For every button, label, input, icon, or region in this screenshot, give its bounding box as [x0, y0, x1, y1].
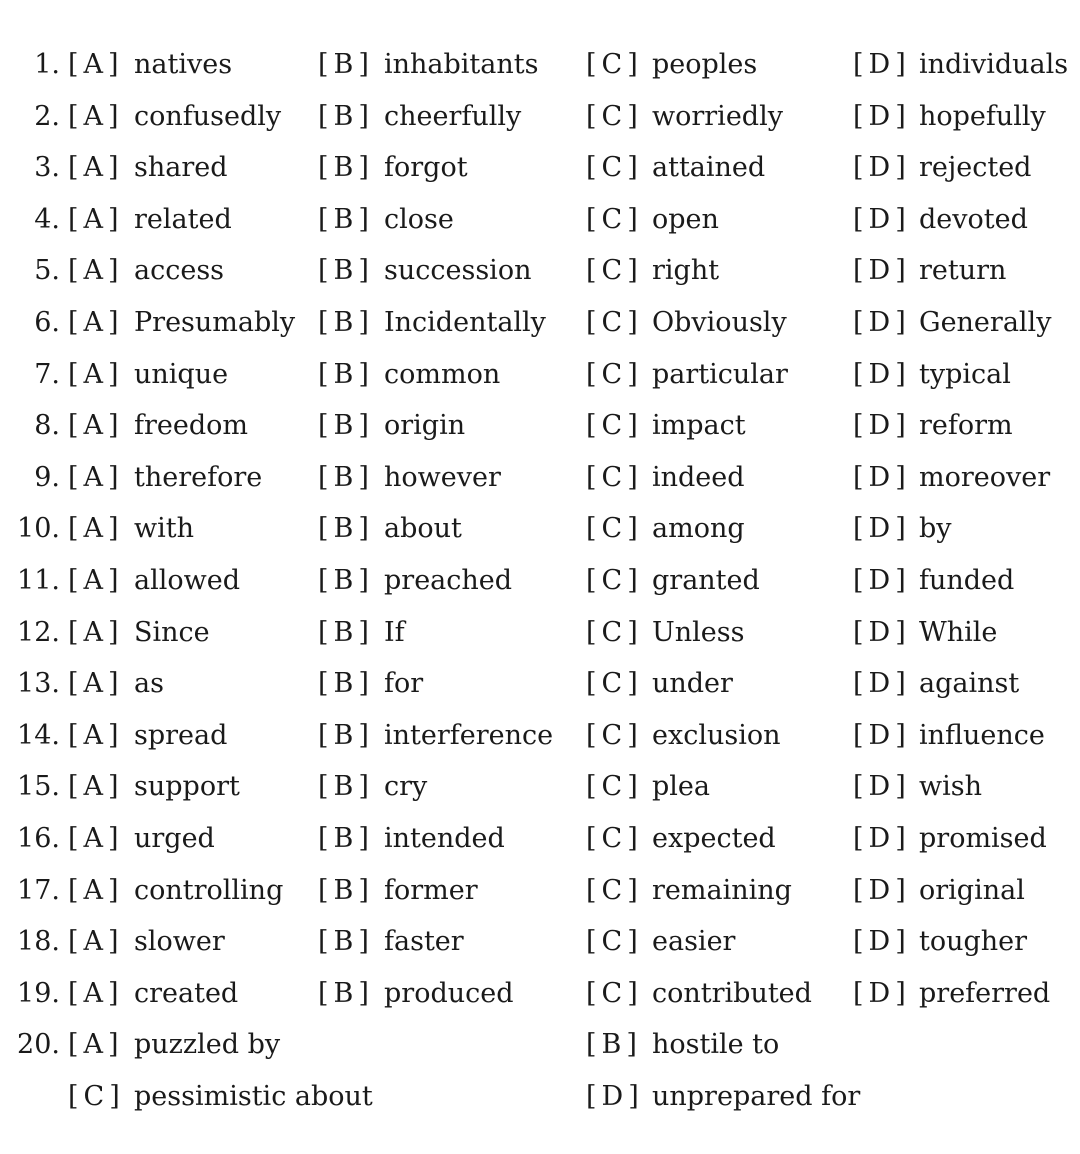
option-b: [ B ] inhabitants — [318, 49, 539, 80]
option-a: [ A ] puzzled by — [68, 1029, 281, 1061]
option-d: [ D ] moreover — [853, 461, 1051, 493]
option-text: intended — [384, 822, 505, 854]
option-text: former — [384, 874, 478, 906]
option-text: If — [384, 616, 405, 648]
option-text: return — [919, 255, 1007, 287]
option-a: [ A ] shared — [68, 152, 228, 184]
question-number: 18. — [17, 926, 60, 958]
option-a: [ A ] Since — [68, 616, 210, 648]
option-c: [ C ] worriedly — [586, 100, 783, 132]
option-d: [ D ] typical — [853, 358, 1011, 390]
option-c: [ C ] expected — [586, 822, 776, 854]
option-a: [ A ] support — [68, 771, 240, 803]
option-text: unique — [134, 358, 229, 390]
option-b: [ B ] hostile to — [586, 1029, 780, 1061]
option-b: [ B ] preached — [318, 564, 513, 596]
option-a: [ A ] urged — [68, 822, 215, 854]
option-text: urged — [134, 822, 215, 854]
option-text: controlling — [134, 874, 284, 906]
option-text: cheerfully — [384, 100, 522, 132]
option-text: access — [134, 255, 225, 287]
question-row-13 — [0, 658, 1080, 710]
option-text: peoples — [652, 49, 758, 80]
option-text: influence — [919, 719, 1045, 751]
option-text: Presumably — [134, 306, 296, 338]
question-number: 8. — [34, 410, 60, 442]
option-b: [ B ] If — [318, 616, 405, 648]
option-b: [ B ] forgot — [318, 152, 468, 184]
option-text: about — [384, 513, 462, 545]
option-text: Unless — [652, 616, 745, 648]
option-b: [ B ] cheerfully — [318, 100, 522, 132]
option-b: [ B ] former — [318, 874, 478, 906]
question-row-12 — [0, 607, 1080, 659]
option-text: While — [919, 616, 998, 648]
question-row-18 — [0, 916, 1080, 968]
option-text: funded — [919, 564, 1015, 596]
option-c: [ C ] easier — [586, 926, 736, 958]
option-d: [ D ] hopefully — [853, 100, 1046, 132]
question-row-16 — [0, 813, 1080, 865]
option-text: easier — [652, 926, 736, 958]
question-number: 10. — [17, 513, 60, 545]
option-text: typical — [919, 358, 1011, 390]
option-text: created — [134, 977, 239, 1009]
option-c: [ C ] remaining — [586, 874, 792, 906]
option-text: with — [134, 513, 194, 545]
option-text: open — [652, 203, 719, 235]
option-text: preached — [384, 564, 513, 596]
option-text: exclusion — [652, 719, 781, 751]
option-text: moreover — [919, 461, 1051, 493]
question-row-2 — [0, 91, 1080, 143]
option-a: [ A ] natives — [68, 49, 233, 80]
option-c: [ C ] under — [586, 668, 733, 700]
option-b: [ B ] origin — [318, 410, 466, 442]
option-b: [ B ] Incidentally — [318, 306, 546, 338]
option-text: shared — [134, 152, 228, 184]
option-d: [ D ] original — [853, 874, 1025, 906]
option-text: succession — [384, 255, 532, 287]
question-number: 14. — [17, 719, 60, 751]
option-b: [ B ] however — [318, 461, 501, 493]
question-row-15 — [0, 761, 1080, 813]
option-text: by — [919, 513, 952, 545]
option-text: Obviously — [652, 306, 787, 338]
option-a: [ A ] controlling — [68, 874, 284, 906]
option-text: worriedly — [652, 100, 783, 132]
option-text: attained — [652, 152, 766, 184]
option-d: [ D ] tougher — [853, 926, 1028, 958]
question-number: 15. — [17, 771, 60, 803]
question-row-17 — [0, 865, 1080, 917]
option-d: [ D ] return — [853, 255, 1007, 287]
option-text: devoted — [919, 203, 1028, 235]
question-row-9 — [0, 452, 1080, 504]
option-text: original — [919, 874, 1025, 906]
option-text: related — [134, 203, 232, 235]
option-d: [ D ] preferred — [853, 977, 1051, 1009]
option-c: [ C ] right — [586, 255, 720, 287]
option-text: plea — [652, 771, 710, 803]
option-text: forgot — [384, 152, 468, 184]
option-text: faster — [384, 926, 464, 958]
option-d: [ D ] influence — [853, 719, 1045, 751]
question-row-7 — [0, 349, 1080, 401]
option-d: [ D ] While — [853, 616, 998, 648]
option-text: tougher — [919, 926, 1028, 958]
option-b: [ B ] succession — [318, 255, 532, 287]
question-number: 1. — [34, 49, 60, 80]
option-c: [ C ] among — [586, 513, 745, 545]
option-text: individuals — [919, 49, 1069, 80]
option-text: puzzled by — [134, 1029, 281, 1061]
option-c: [ C ] Unless — [586, 616, 745, 648]
option-text: origin — [384, 410, 466, 442]
option-text: granted — [652, 564, 760, 596]
question-number: 4. — [34, 203, 60, 235]
question-row-4 — [0, 194, 1080, 246]
option-text: however — [384, 461, 501, 493]
option-a: [ A ] related — [68, 203, 232, 235]
option-d: [ D ] Generally — [853, 306, 1052, 338]
question-number: 2. — [34, 100, 60, 132]
option-text: remaining — [652, 874, 792, 906]
option-b: [ B ] faster — [318, 926, 464, 958]
option-d: [ D ] wish — [853, 771, 982, 803]
option-text: produced — [384, 977, 514, 1009]
option-text: confusedly — [134, 100, 282, 132]
option-text: therefore — [134, 461, 263, 493]
option-d: [ D ] unprepared for — [586, 1080, 861, 1112]
question-row-8 — [0, 400, 1080, 452]
option-d: [ D ] by — [853, 513, 952, 545]
option-text: impact — [652, 410, 746, 442]
option-a: [ A ] access — [68, 255, 225, 287]
question-row-3 — [0, 142, 1080, 194]
option-text: expected — [652, 822, 776, 854]
option-a: [ A ] created — [68, 977, 239, 1009]
option-c: [ C ] particular — [586, 358, 788, 390]
option-c: [ C ] exclusion — [586, 719, 781, 751]
option-text: allowed — [134, 564, 240, 596]
option-text: indeed — [652, 461, 745, 493]
option-c: [ C ] peoples — [586, 49, 758, 80]
option-c: [ C ] open — [586, 203, 719, 235]
option-text: preferred — [919, 977, 1051, 1009]
option-c: [ C ] plea — [586, 771, 710, 803]
option-c: [ C ] attained — [586, 152, 766, 184]
option-b: [ B ] interference — [318, 719, 554, 751]
option-text: promised — [919, 822, 1047, 854]
option-d: [ D ] funded — [853, 564, 1015, 596]
option-text: Incidentally — [384, 306, 546, 338]
question-number: 13. — [17, 668, 60, 700]
option-b: [ B ] about — [318, 513, 462, 545]
question-row-6 — [0, 297, 1080, 349]
question-number: 20. — [17, 1029, 60, 1061]
question-number: 12. — [17, 616, 60, 648]
option-a: [ A ] as — [68, 668, 164, 700]
option-text: hopefully — [919, 100, 1046, 132]
option-b: [ B ] common — [318, 358, 501, 390]
option-text: close — [384, 203, 454, 235]
option-text: natives — [134, 49, 233, 80]
option-a: [ A ] allowed — [68, 564, 240, 596]
option-c: [ C ] contributed — [586, 977, 812, 1009]
option-text: contributed — [652, 977, 812, 1009]
option-c: [ C ] Obviously — [586, 306, 787, 338]
option-text: particular — [652, 358, 788, 390]
option-d: [ D ] rejected — [853, 152, 1032, 184]
option-text: hostile to — [652, 1029, 780, 1061]
option-a: [ A ] unique — [68, 358, 229, 390]
option-b: [ B ] for — [318, 668, 424, 700]
option-text: freedom — [134, 410, 248, 442]
option-b: [ B ] produced — [318, 977, 514, 1009]
option-text: interference — [384, 719, 554, 751]
option-text: spread — [134, 719, 228, 751]
question-row-1 — [0, 39, 1080, 91]
option-a: [ A ] freedom — [68, 410, 248, 442]
option-text: for — [384, 668, 424, 700]
option-a: [ A ] therefore — [68, 461, 263, 493]
option-c: [ C ] impact — [586, 410, 746, 442]
option-d: [ D ] against — [853, 668, 1020, 700]
option-text: common — [384, 358, 501, 390]
option-text: reform — [919, 410, 1013, 442]
option-a: [ A ] confusedly — [68, 100, 282, 132]
option-c: [ C ] indeed — [586, 461, 745, 493]
question-row-19 — [0, 968, 1080, 1020]
question-row-20-continued — [0, 1071, 1080, 1123]
option-b: [ B ] cry — [318, 771, 428, 803]
option-text: slower — [134, 926, 225, 958]
option-text: cry — [384, 771, 428, 803]
question-number: 17. — [17, 874, 60, 906]
option-text: Since — [134, 616, 210, 648]
option-d: [ D ] promised — [853, 822, 1047, 854]
question-number: 11. — [17, 564, 60, 596]
option-a: [ A ] Presumably — [68, 306, 296, 338]
question-row-5 — [0, 245, 1080, 297]
option-text: support — [134, 771, 240, 803]
question-row-11 — [0, 555, 1080, 607]
question-number: 5. — [34, 255, 60, 287]
question-row-14 — [0, 710, 1080, 762]
option-text: unprepared for — [652, 1080, 861, 1112]
question-number: 7. — [34, 358, 60, 390]
question-number: 3. — [34, 152, 60, 184]
option-c: [ C ] pessimistic about — [68, 1080, 373, 1112]
option-text: among — [652, 513, 745, 545]
question-number: 9. — [34, 461, 60, 493]
option-text: right — [652, 255, 720, 287]
option-d: [ D ] reform — [853, 410, 1013, 442]
question-number: 6. — [34, 306, 60, 338]
option-c: [ C ] granted — [586, 564, 760, 596]
question-number: 16. — [17, 822, 60, 854]
option-text: under — [652, 668, 733, 700]
question-row-20 — [0, 1019, 1080, 1071]
option-a: [ A ] spread — [68, 719, 228, 751]
option-text: pessimistic about — [134, 1080, 373, 1112]
option-b: [ B ] intended — [318, 822, 505, 854]
question-row-10 — [0, 503, 1080, 555]
option-text: Generally — [919, 306, 1052, 338]
option-text: as — [134, 668, 164, 700]
option-d: [ D ] devoted — [853, 203, 1028, 235]
option-d: [ D ] individuals — [853, 49, 1069, 80]
option-text: rejected — [919, 152, 1032, 184]
option-text: against — [919, 668, 1020, 700]
option-b: [ B ] close — [318, 203, 454, 235]
option-text: wish — [919, 771, 982, 803]
question-options-sheet — [0, 39, 1080, 1122]
option-a: [ A ] slower — [68, 926, 225, 958]
question-number: 19. — [17, 977, 60, 1009]
option-text: inhabitants — [384, 49, 539, 80]
option-a: [ A ] with — [68, 513, 194, 545]
